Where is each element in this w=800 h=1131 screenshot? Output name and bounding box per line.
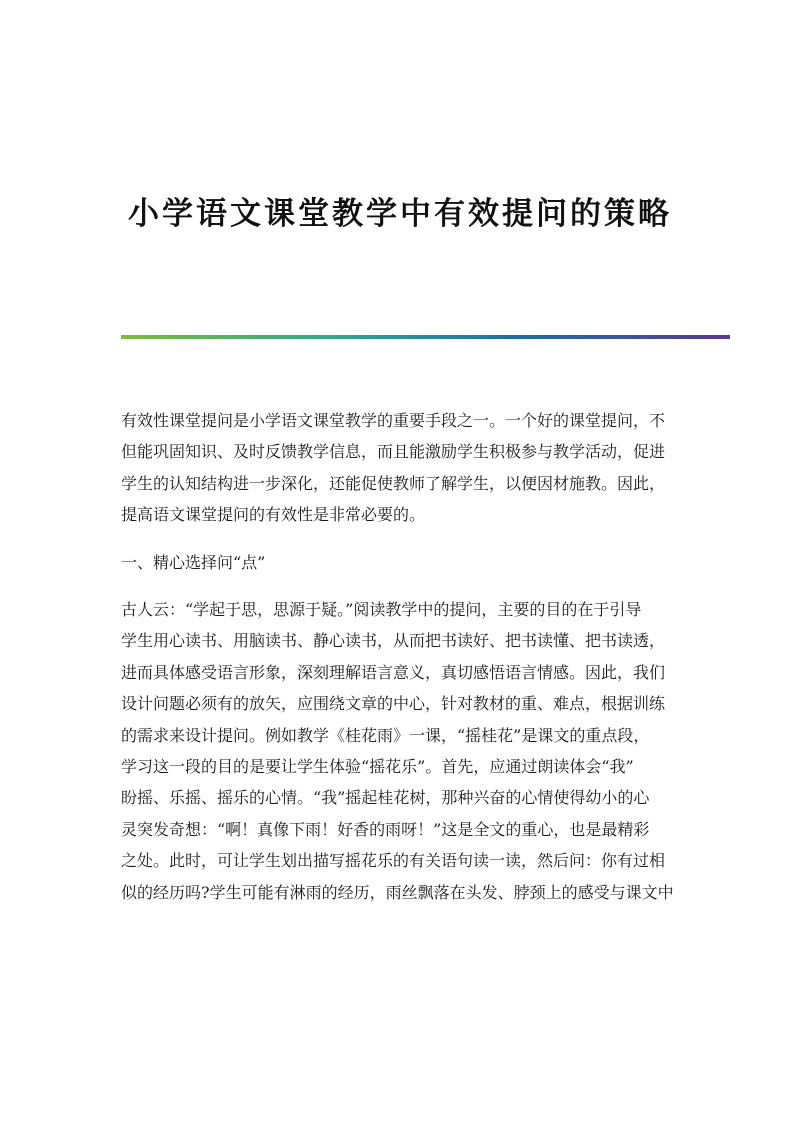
paragraph-line: 似的经历吗?学生可能有淋雨的经历，雨丝飘落在头发、脖颈上的感受与课文中: [121, 882, 674, 902]
document-title: 小学语文课堂教学中有效提问的策略: [128, 196, 672, 232]
paragraph-line: 盼摇、乐摇、摇乐的心情。“我”摇起桂花树，那种兴奋的心情使得幼小的心: [121, 788, 650, 808]
paragraph-line: 的需求来设计提问。例如教学《桂花雨》一课，“摇桂花”是课文的重点段，: [121, 725, 650, 745]
paragraph-line: 学习这一段的目的是要让学生体验“摇花乐”。首先，应通过朗读体会“我”: [121, 757, 634, 777]
document-body: [121, 405, 681, 908]
paragraph-line: 但能巩固知识、及时反馈教学信息，而且能激励学生积极参与教学活动，促进: [121, 442, 666, 462]
section-heading: [121, 547, 681, 578]
paragraph-line: 之处。此时，可让学生划出描写摇花乐的有关语句读一读，然后问：你有过相: [121, 851, 666, 871]
paragraph-line: 灵突发奇想：“啊！真像下雨！好香的雨呀！”这是全文的重心，也是最精彩: [121, 819, 650, 839]
body-paragraph: [121, 594, 681, 908]
paragraph-line: 提高语文课堂提问的有效性是非常必要的。: [121, 505, 426, 525]
paragraph-line: 学生的认知结构进一步深化，还能促使教师了解学生，以便因材施教。因此，: [121, 473, 666, 493]
paragraph-line: 古人云：“学起于思，思源于疑。”阅读教学中的提问，主要的目的在于引导: [121, 600, 642, 620]
paragraph-line: 进而具体感受语言形象，深刻理解语言意义，真切感悟语言情感。因此，我们: [121, 662, 666, 682]
title-divider: [121, 335, 730, 339]
paragraph-line: 学生用心读书、用脑读书、静心读书，从而把书读好、把书读懂、把书读透，: [121, 631, 666, 651]
paragraph-line: 有效性课堂提问是小学语文课堂教学的重要手段之一。一个好的课堂提问，不: [121, 411, 666, 430]
section-heading-text: 一、精心选择问“点”: [121, 552, 266, 572]
intro-paragraph: [121, 405, 681, 531]
paragraph-line: 设计问题必须有的放矢，应围绕文章的中心，针对教材的重、难点，根据训练: [121, 694, 666, 714]
